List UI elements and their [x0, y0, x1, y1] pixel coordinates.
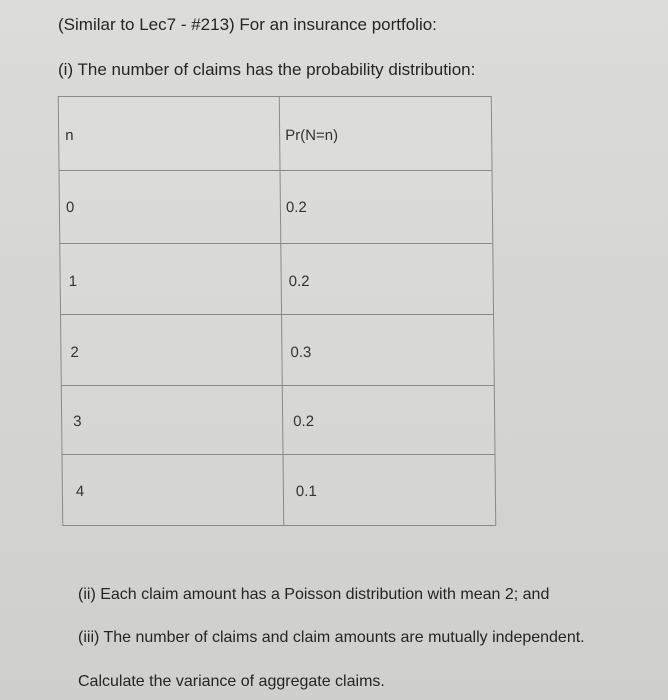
condition-ii: (ii) Each claim amount has a Poisson distribution with mean 2; and — [78, 586, 550, 603]
table-cell-n: 4 — [75, 483, 85, 500]
condition-i: (i) The number of claims has the probability distribution: — [58, 60, 476, 79]
table-header-prob: Pr(N=n) — [285, 127, 339, 144]
table-cell-prob: 0.2 — [288, 273, 310, 290]
problem-intro: (Similar to Lec7 - #213) For an insurance portfolio: — [58, 15, 437, 34]
table-cell-n: 2 — [70, 344, 79, 361]
table-cell-prob: 0.2 — [285, 199, 307, 216]
task-statement: Calculate the variance of aggregate claims. — [78, 673, 385, 690]
table-cell-n: 0 — [65, 199, 75, 216]
table-cell-prob: 0.3 — [290, 344, 312, 361]
table-cell-prob: 0.1 — [295, 483, 317, 500]
table-cell-prob: 0.2 — [293, 413, 315, 430]
table-header-n: n — [65, 127, 74, 144]
condition-iii: (iii) The number of claims and claim amounts are mutually independent. — [78, 629, 585, 646]
table-cell-n: 1 — [68, 273, 78, 290]
claims-distribution-table — [58, 96, 497, 526]
table-cell-n: 3 — [73, 413, 82, 430]
